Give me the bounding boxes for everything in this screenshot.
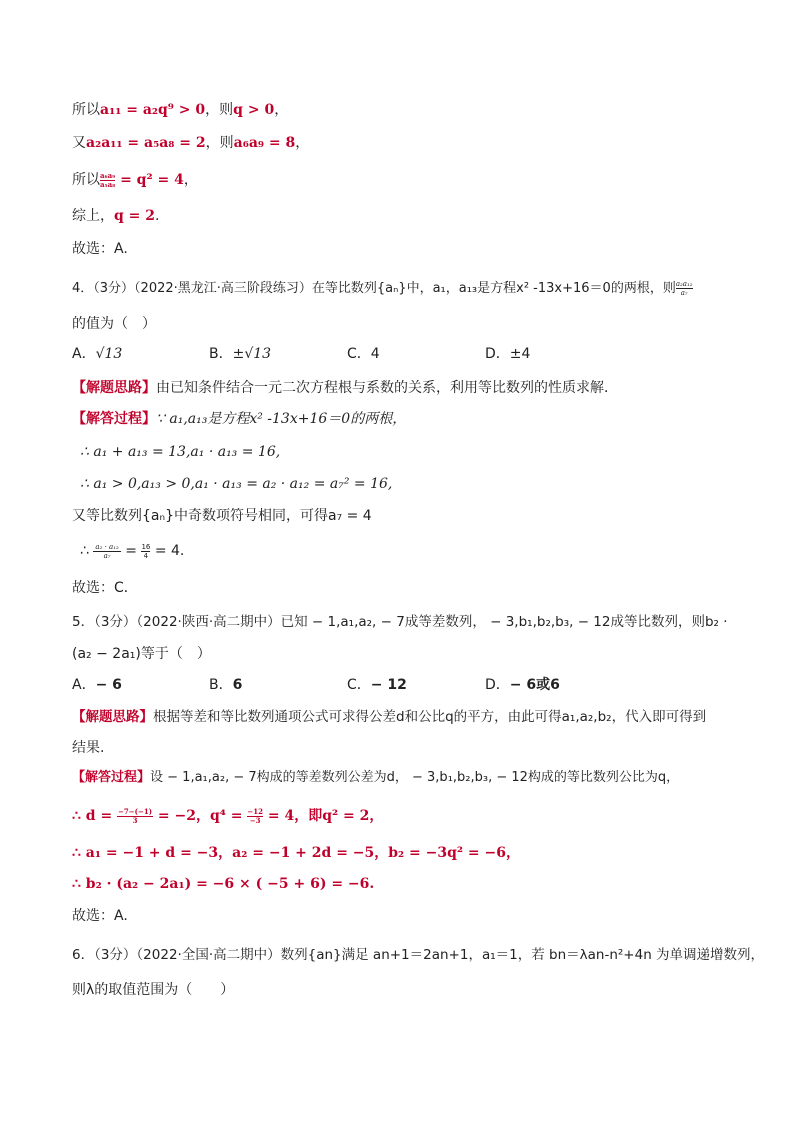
q4-stem-line-2: 的值为（ ）: [72, 316, 156, 332]
idea-tag: 【解题思路】: [72, 380, 156, 396]
q4-stem-line-1: [72, 279, 734, 299]
formula: = q² = 4: [115, 172, 184, 188]
option-d: [485, 344, 530, 364]
q3-line-2: [72, 133, 734, 153]
fraction: [93, 543, 120, 560]
text: ∴: [80, 543, 94, 559]
option-a: [72, 675, 122, 695]
question-stem: 4．（3分）（2022·黑龙江·高三阶段练习）在等比数列{aₙ}中，a₁，a₁₃是方程x² -13x+16＝0的两根，则: [72, 281, 676, 296]
option-label: B．: [209, 677, 233, 693]
q5-options: [72, 675, 734, 695]
q4-process-line-5: [80, 541, 734, 561]
q4-process-line-2: [80, 442, 734, 462]
q5-idea-line-2: 结果.: [72, 740, 105, 756]
fraction-numerator: −7−(−1): [118, 806, 153, 816]
option-value: 6: [232, 677, 243, 693]
process-tag: 【解答过程】: [72, 770, 151, 785]
option-b: [209, 675, 242, 695]
q5-process-line-1: [72, 768, 734, 788]
q5-choice: 故选：A.: [72, 908, 128, 924]
fraction-numerator: 16: [141, 542, 151, 551]
q3-line-1: [72, 100, 734, 120]
q4-options: [72, 344, 734, 364]
option-value: ±√13: [232, 346, 272, 362]
fraction-numerator: −12: [247, 806, 263, 816]
q5-stem-line-2: (a₂ − 2a₁)等于（ ）: [72, 646, 211, 662]
process-text: ∴ a₁ > 0,a₁₃ > 0,a₁ · a₁₃ = a₂ · a₁₂ = a₇² = 16,: [80, 476, 393, 492]
option-c: [347, 344, 380, 364]
option-label: C．: [347, 677, 371, 693]
fraction-numerator: a₆a₉: [100, 170, 116, 180]
formula: a₆a₉ = 8: [233, 135, 296, 151]
fraction-numerator: a₂ · a₁₂: [95, 542, 119, 551]
text: .: [155, 208, 160, 224]
formula: = −2，q⁴ =: [153, 808, 248, 824]
text: =: [120, 543, 142, 559]
q4-process-line-4: [72, 506, 734, 526]
fraction: [247, 808, 263, 825]
option-value: √13: [95, 346, 123, 362]
option-value: − 6或6: [509, 677, 560, 693]
option-value: 4: [370, 346, 380, 362]
fraction: [676, 280, 693, 297]
text: 所以: [72, 102, 100, 118]
formula: ∴ d =: [72, 808, 118, 824]
q4-process-line-3: [80, 474, 734, 494]
text: ，: [295, 135, 310, 151]
text: ，则: [205, 102, 234, 118]
idea-text: 根据等差和等比数列通项公式可求得公差d和公比q的平方，由此可得a₁,a₂,b₂，代入即可得到: [153, 709, 707, 725]
formula: ∴ a₁ = −1 + d = −3，a₂ = −1 + 2d = −5，b₂ = −3q² = −6，: [72, 845, 521, 861]
option-c: [347, 675, 407, 695]
formula: a₂a₁₁ = a₅a₈ = 2: [86, 135, 206, 151]
option-value: ±4: [509, 346, 531, 362]
fraction-denominator: a₅a₈: [100, 179, 116, 189]
option-label: D．: [485, 677, 510, 693]
fraction: [100, 172, 115, 189]
q5-process-line-3: [72, 843, 734, 863]
option-label: A．: [72, 346, 96, 362]
fraction-denominator: 3: [132, 815, 138, 825]
fraction-numerator: a₂a₁₂: [675, 280, 693, 288]
q3-line-3: [72, 170, 734, 190]
option-value: − 6: [95, 677, 122, 693]
option-label: B．: [209, 346, 233, 362]
text: ，则: [205, 135, 234, 151]
idea-tag: 【解题思路】: [72, 709, 153, 725]
idea-text: 由已知条件结合一元二次方程根与系数的关系，利用等比数列的性质求解．: [156, 380, 618, 396]
text: 综上，: [72, 208, 114, 224]
formula: q > 0: [233, 102, 275, 118]
q4-choice: 故选：C．: [72, 580, 138, 596]
fraction-denominator: −3: [249, 815, 261, 825]
q3-line-4: [72, 206, 734, 226]
option-b: [209, 344, 271, 364]
option-value: − 12: [370, 677, 407, 693]
q4-idea: [72, 378, 734, 398]
process-text: 设 − 1,a₁,a₂, − 7构成的等差数列公差为d， − 3,b₁,b₂,b₃, − 12构成的等比数列公比为q，: [150, 770, 680, 785]
text: ，: [183, 172, 198, 188]
process-text: 又等比数列{aₙ}中奇数项符号相同，可得a₇ = 4: [72, 508, 372, 524]
q4-process-line-1: [72, 409, 734, 429]
process-tag: 【解答过程】: [72, 411, 156, 427]
text: = 4.: [150, 543, 185, 559]
fraction-denominator: a₇: [680, 289, 688, 297]
q6-stem-line-2: 则λ的取值范围为（ ）: [72, 982, 235, 998]
text: 所以: [72, 172, 100, 188]
text: 又: [72, 135, 86, 151]
q5-stem-line-1: 5．（3分）（2022·陕西·高二期中）已知 − 1,a₁,a₂, − 7成等差数列， − 3,b₁,b₂,b₃, − 12成等比数列，则b₂ ·: [72, 614, 728, 630]
q3-choice: 故选：A.: [72, 241, 128, 257]
process-text: ∴ a₁ + a₁₃ = 13,a₁ · a₁₃ = 16,: [80, 444, 281, 460]
formula: q = 2: [114, 208, 156, 224]
q6-stem-line-1: 6．（3分）（2022·全国·高二期中）数列{an}满足 an+1＝2an+1，a₁＝1，若 bn＝λan-n²+4n 为单调递增数列，: [72, 947, 765, 963]
fraction: [117, 808, 153, 825]
option-label: C．: [347, 346, 371, 362]
formula: a₁₁ = a₂q⁹ > 0: [100, 102, 206, 118]
option-d: [485, 675, 560, 695]
option-a: [72, 344, 122, 364]
q5-process-line-2: [72, 806, 734, 826]
option-label: A．: [72, 677, 96, 693]
process-text: ∵ a₁,a₁₃是方程x² -13x+16＝0的两根，: [156, 411, 407, 427]
fraction-denominator: a₇: [103, 551, 111, 560]
q5-idea-line-1: [72, 707, 734, 727]
formula: = 4，即q² = 2，: [263, 808, 384, 824]
q5-process-line-4: [72, 874, 734, 894]
option-label: D．: [485, 346, 510, 362]
fraction-denominator: 4: [143, 551, 149, 560]
text: ，: [274, 102, 289, 118]
formula: ∴ b₂ · (a₂ − 2a₁) = −6 × ( −5 + 6) = −6.: [72, 876, 375, 892]
